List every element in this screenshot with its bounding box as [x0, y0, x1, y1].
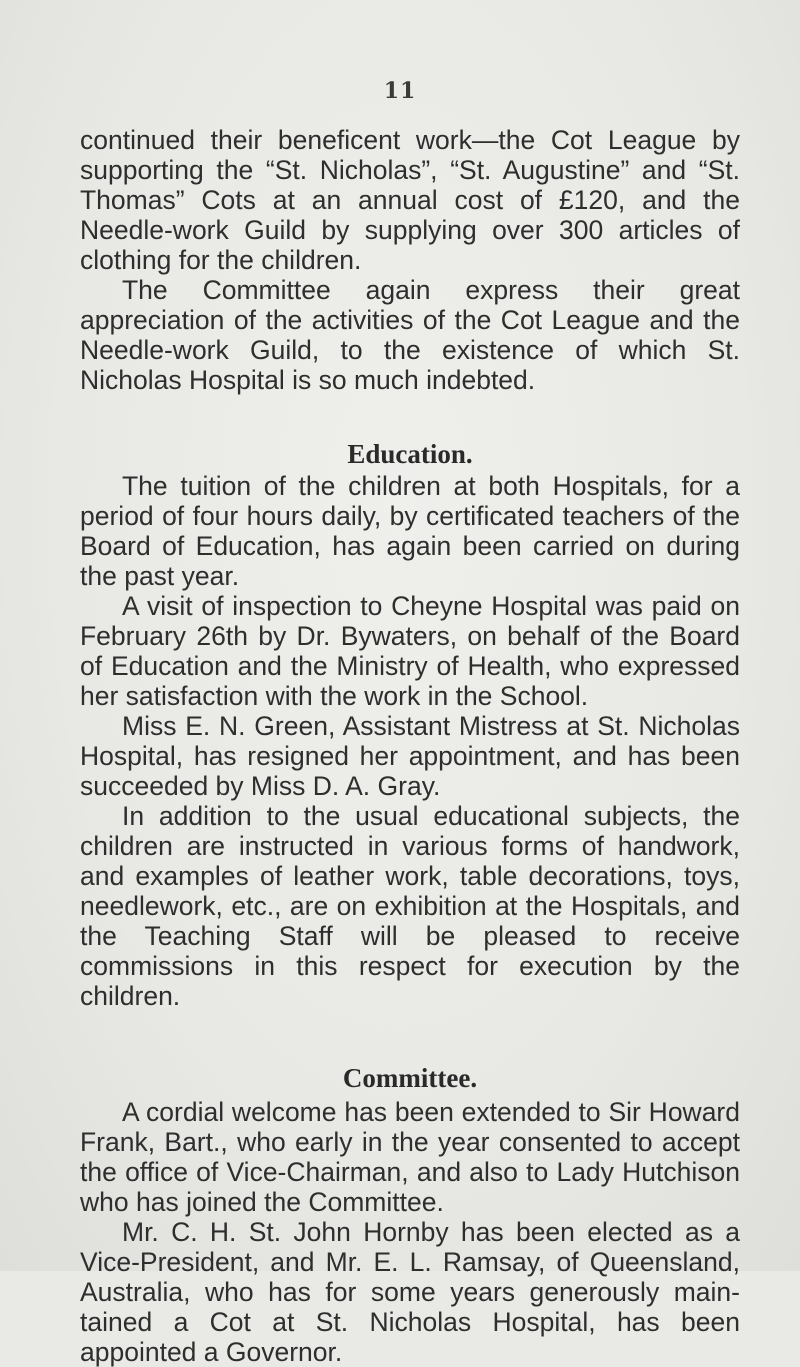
paragraph-education-tuition: The tuition of the children at both Hospitals, for a period of four hours daily, by certificated teachers of the Board of Education, has again been carried on during the past year. [80, 471, 740, 591]
paragraph-continued: continued their beneficent work—the Cot League by supporting the “St. Nicholas”, “St. Augustine” and “St. Thomas” Cots at an annual cost of £120, and the Needle-work Guild by supplying over 300 articles of clothing for the children. [80, 125, 740, 275]
page-body [80, 125, 740, 1367]
section-heading-education: Education. [347, 439, 473, 469]
paragraph-education-inspection: A visit of inspection to Cheyne Hospital was paid on February 26th by Dr. Bywaters, on behalf of the Board of Education and the Ministry of Health, who expressed her satisfaction with the work in the School. [80, 591, 740, 711]
paragraph-appreciation: The Committee again express their great appreciation of the activities of the Cot League and the Needle-work Guild, to the existence of which St. Nicholas Hospital is so much indebted. [80, 275, 740, 395]
paragraph-committee-welcome: A cordial welcome has been extended to Sir Howard Frank, Bart., who early in the year consented to accept the office of Vice-Chairman, and also to Lady Hutchison who has joined the Committee. [80, 1097, 740, 1217]
paragraph-education-handwork: In addition to the usual educational subjects, the children are instructed in various forms of handwork, and examples of leather work, table decorations, toys, needlework, etc., are on exhibition at the Hospitals, and the Teaching Staff will be pleased to receive commissions in this respect for execution by the children. [80, 801, 740, 1011]
paragraph-committee-appointments: Mr. C. H. St. John Hornby has been elected as a Vice-President, and Mr. E. L. Ramsay, of Queensland, Australia, who has for some years generously main-tained a Cot at St. Nicholas Hospital, has been appointed a Governor. [80, 1217, 740, 1367]
page-number: 11 [383, 78, 417, 104]
section-heading-committee: Committee. [342, 1063, 478, 1093]
paragraph-education-staff: Miss E. N. Green, Assistant Mistress at St. Nicholas Hospital, has resigned her appointment, and has been succeeded by Miss D. A. Gray. [80, 711, 740, 801]
